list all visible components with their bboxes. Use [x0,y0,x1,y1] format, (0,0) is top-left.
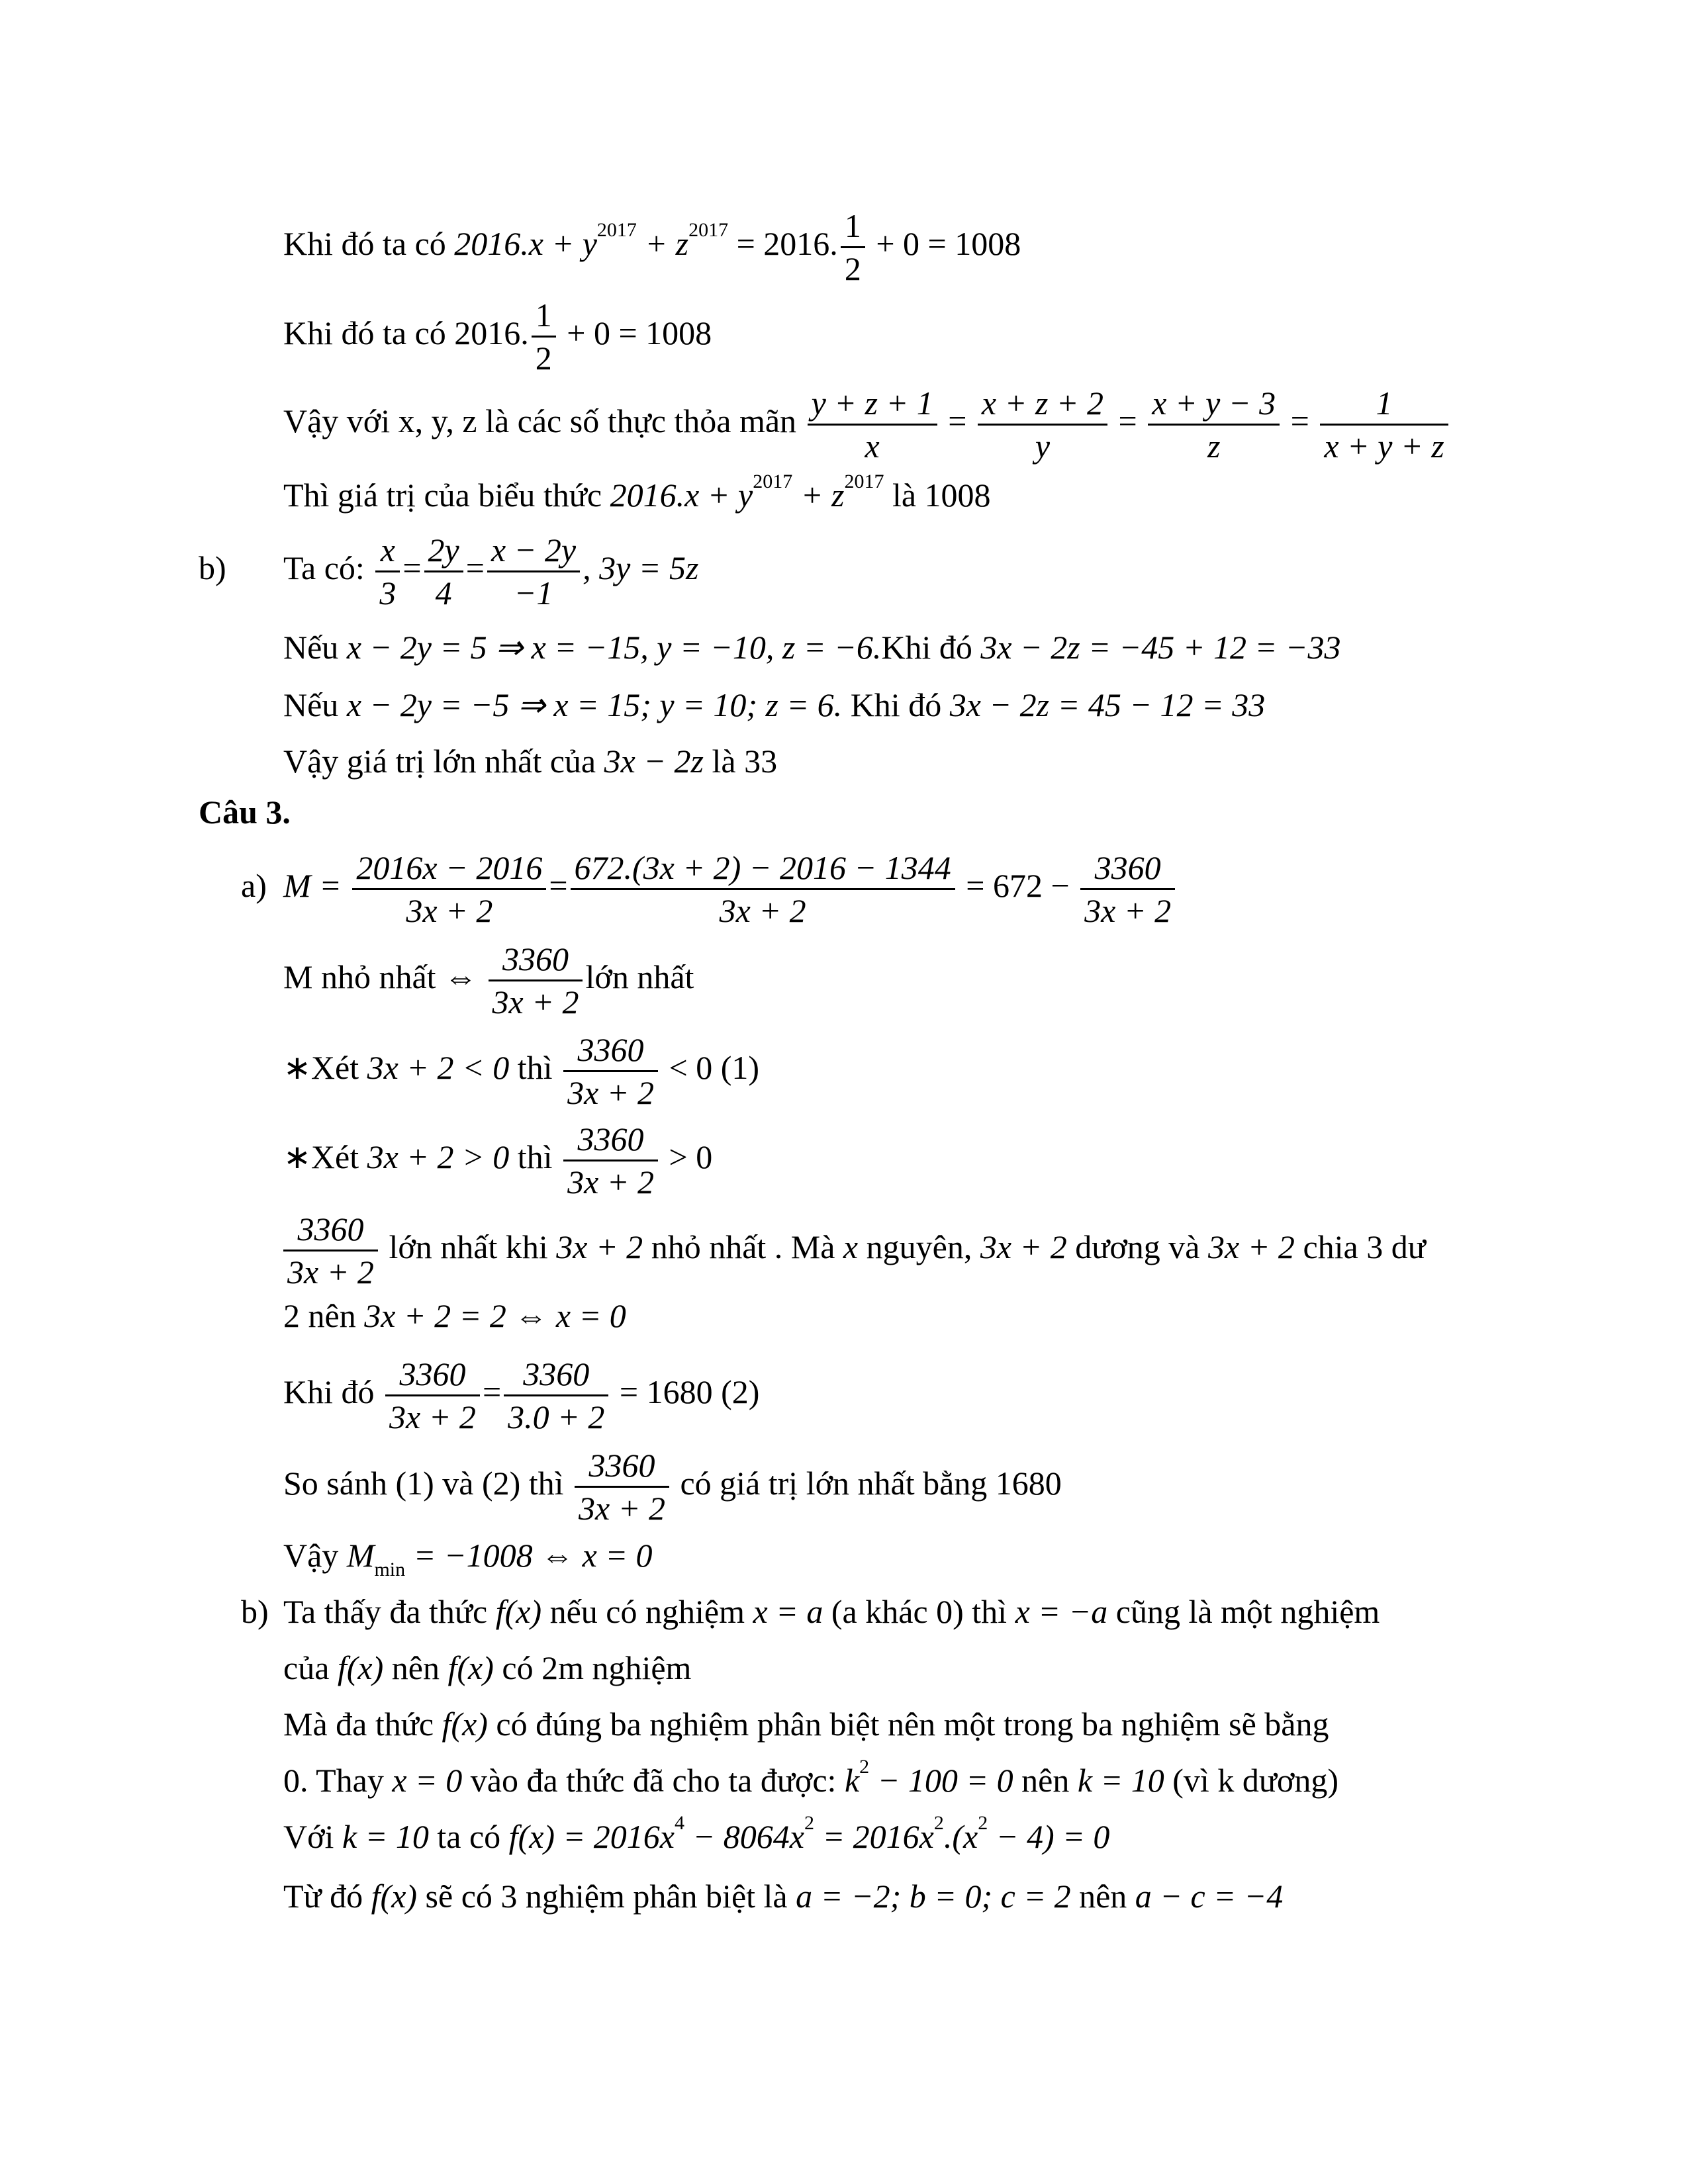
fraction: $\frac{3360}{3x + 2}$ [1080,847,1175,931]
line-23: Từ đó f(x) sẽ có 3 nghiệm phân biệt là a = −2; b = 0; c = 2 nên a − c = −4 [283,1878,1284,1915]
line-18: b) Ta thấy đa thức f(x) nếu có nghiệm x = a (a khác 0) thì x = −a cũng là một nghiệm [241,1593,1380,1630]
fraction: $\frac{672.(3x + 2) - 2016 - 1344}{3x + 2}$ [571,847,955,931]
fraction: $\frac{3360}{3x + 2}$ [489,938,583,1023]
line-15: Khi đó $\frac{3360}{3x + 2}$ = $\frac{3360}{3.0 + 2}$ = 1680 (2) [283,1353,759,1437]
fraction: $\frac{x + z + 2}{y}$ [978,383,1107,467]
fraction: $\frac{3360}{3x + 2}$ [563,1118,658,1203]
fraction: $\frac{3360}{3x + 2}$ [385,1353,480,1437]
line-2: Khi đó ta có 2016. $\frac{1}{2}$ + 0 = 1008 [283,295,712,379]
fraction: $\frac{3360}{3x + 2}$ [563,1029,658,1113]
fraction: $\frac{x + y - 3}{z}$ [1148,383,1280,467]
fraction: $\frac{1}{x + y + z}$ [1320,383,1448,467]
line-6: Nếu x − 2y = 5 ⇒ x = −15, y = −10, z = −6.Khi đó 3x − 2z = −45 + 12 = −33 [283,629,1341,666]
line-5: b) Ta có: $\frac{x}{3}$ = $\frac{2y}{4}$ = $\frac{x - 2y}{-1}$ , 3y = 5z [199,529,698,614]
fraction: $\frac{y + z + 1}{x}$ [808,383,937,467]
line-13: $\frac{3360}{3x + 2}$ lớn nhất khi 3x + 2 nhỏ nhất . Mà x nguyên, 3x + 2 dương và 3x + 2 chia 3 dư [283,1208,1426,1293]
line-11: ∗Xét 3x + 2 < 0 thì $\frac{3360}{3x + 2}$ < 0 (1) [283,1029,759,1113]
fraction: $\frac{2016x - 2016}{3x + 2}$ [352,847,546,931]
line-16: So sánh (1) và (2) thì $\frac{3360}{3x + 2}$ có giá trị lớn nhất bằng 1680 [283,1445,1062,1529]
line-17: Vậy $M_{min} = -1008$ ⇔ x = 0 [283,1537,653,1580]
section-heading: Câu 3. [199,794,291,831]
fraction: $\frac{2y}{4}$ [424,529,463,614]
fraction: $\frac{3360}{3x + 2}$ [575,1445,669,1529]
line-8: Vậy giá trị lớn nhất của 3x − 2z là 33 [283,743,778,780]
fraction: $\frac{x - 2y}{-1}$ [487,529,580,614]
fraction: $\frac{x}{3}$ [375,529,400,614]
line-9: a) M = $\frac{2016x - 2016}{3x + 2}$ = $\frac{672.(3x + 2) - 2016 - 1344}{3x + 2}$ = 672 − $\frac{3360}{3x + 2}$ [199,847,1178,931]
fraction: $\frac{3360}{3.0 + 2}$ [504,1353,608,1437]
line-12: ∗Xét 3x + 2 > 0 thì $\frac{3360}{3x + 2}$ > 0 [283,1118,712,1203]
line-10: M nhỏ nhất ⇔ $\frac{3360}{3x + 2}$ lớn nhất [283,938,694,1023]
line-20: Mà đa thức f(x) có đúng ba nghiệm phân biệt nên một trong ba nghiệm sẽ bằng [283,1706,1329,1743]
fraction: $\frac{3360}{3x + 2}$ [283,1208,378,1293]
fraction: $\frac{1}{2}$ [532,295,556,379]
line-22: Với k = 10 ta có $f(x) = 2016x^4 - 8064x^2 = 2016x^2.(x^2 - 4) = 0$ [283,1812,1110,1855]
line-19: của f(x) nên f(x) có 2m nghiệm [283,1649,692,1686]
line-1: Khi đó ta có $2016.x + y^{2017} + z^{2017} = 2016$. $\frac{1}{2}$ + 0 = 1008 [283,205,1021,289]
line-4: Thì giá trị của biểu thức $2016.x + y^{2017} + z^{2017}$ là 1008 [283,471,991,514]
line-7: Nếu x − 2y = −5 ⇒ x = 15; y = 10; z = 6. Khi đó 3x − 2z = 45 − 12 = 33 [283,686,1266,723]
line-3: Vậy với x, y, z là các số thực thỏa mãn $\frac{y + z + 1}{x}$ = $\frac{x + z + 2}{y}$ = $\frac{x + y - 3}{z}$ = $\frac{1}{x + y + z}$ [283,383,1451,467]
line-21: 0. Thay x = 0 vào đa thức đã cho ta được: $k^2 - 100 = 0$ nên k = 10 (vì k dương) [283,1756,1339,1799]
line-14: 2 nên 3x + 2 = 2 ⇔ x = 0 [283,1297,626,1334]
fraction: $\frac{1}{2}$ [841,205,865,289]
